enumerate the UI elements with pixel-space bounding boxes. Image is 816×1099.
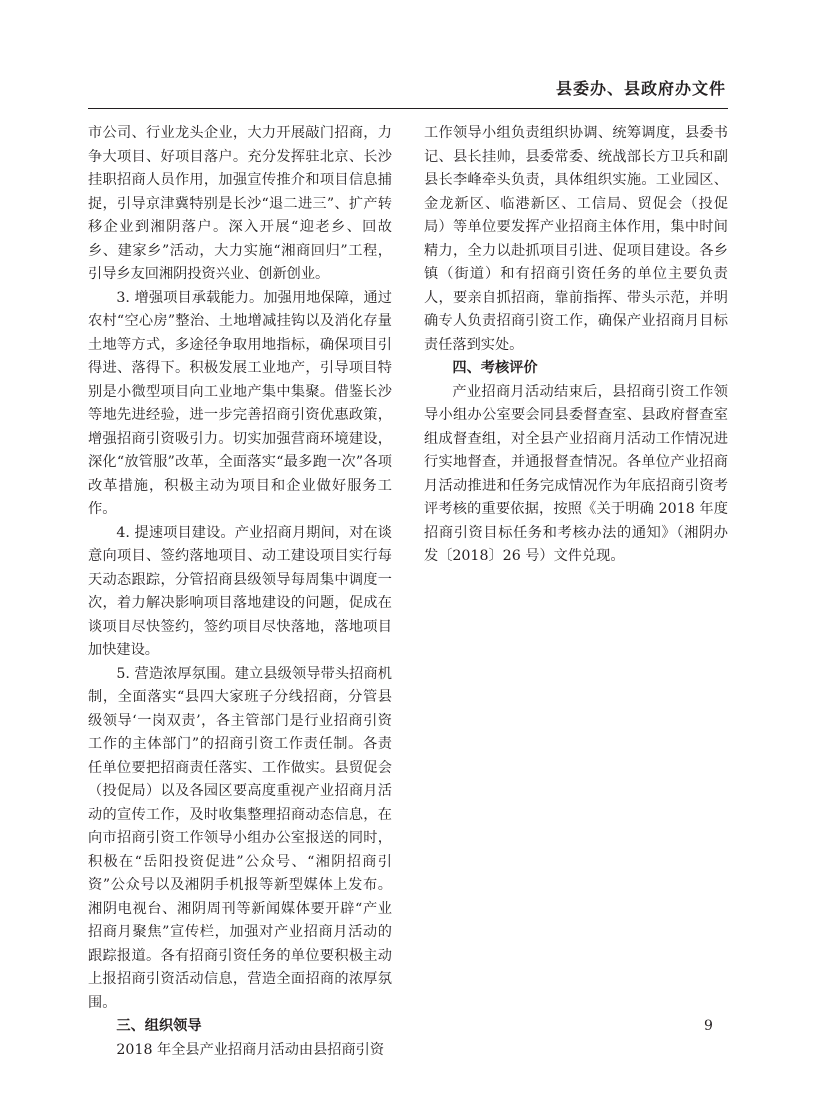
paragraph-organization-continued: 工作领导小组负责组织协调、统筹调度，县委书记、县长挂帅，县委常委、统战部长方卫兵和副县长李峰牵头负责，具体组织实施。工业园区、金龙新区、临港新区、工信局、贸促会（投促局）等单位要发挥产业招商主体作用，集中时间精力，全力以赴抓项目引进、促项目建设。各乡镇（街道）和有招商引资任务的单位主要负责人，要亲自抓招商，靠前指挥、带头示范，并明确专人负责招商引资工作，确保产业招商月目标责任落到实处。	[424, 125, 728, 353]
section-heading-evaluation: 四、考核评价	[452, 360, 538, 376]
paragraph-item-4: 4. 提速项目建设。产业招商月期间，对在谈意向项目、签约落地项目、动工建设项目实行每天动态跟踪，分管招商县级领导每周集中调度一次，着力解决影响项目落地建设的问题，促成在谈项目尽快签约，签约项目尽快落地，落地项目加快建设。	[88, 524, 392, 658]
header-divider	[88, 108, 728, 109]
paragraph-evaluation: 产业招商月活动结束后，县招商引资工作领导小组办公室要会同县委督查室、县政府督查室组成督查组，对全县产业招商月活动工作情况进行实地督查，并通报督查情况。各单位产业招商月活动推进和任务完成情况作为年底招商引资考评考核的重要依据，按照《关于明确 2018 年度招商引资目标任务和考核办法的通知》（湘阴办发〔2018〕26 号）文件兑现。	[424, 383, 728, 564]
paragraph-item-3: 3. 增强项目承载能力。加强用地保障，通过农村“空心房”整治、土地增减挂钩以及消化存量土地等方式，多途径争取用地指标，确保项目引得进、落得下。积极发展工业地产，引导项目特别是小微型项目向工业地产集中集聚。借鉴长沙等地先进经验，进一步完善招商引资优惠政策，增强招商引资吸引力。切实加强营商环境建设，深化“放管服”改革，全面落实“最多跑一次”各项改革措施，积极主动为项目和企业做好服务工作。	[88, 289, 392, 517]
paragraph-continued: 市公司、行业龙头企业，大力开展敲门招商，力争大项目、好项目落户。充分发挥驻北京、长沙挂职招商人员作用，加强宣传推介和项目信息捕捉，引导京津冀特别是长沙“退二进三”、扩产转移企业到湘阴落户。深入开展“迎老乡、回故乡、建家乡”活动，大力实施“湘商回归”工程，引导乡友回湘阴投资兴业、创新创业。	[88, 125, 392, 282]
paragraph-item-5: 5. 营造浓厚氛围。建立县级领导带头招商机制，全面落实“县四大家班子分线招商，分管县级领导‘一岗双责’，各主管部门是行业招商引资工作的主体部门”的招商引资工作责任制。各责任单位要把招商责任落实、工作做实。县贸促会（投促局）以及各园区要高度重视产业招商月活动的宣传工作，及时收集整理招商动态信息，在向市招商引资工作领导小组办公室报送的同时，积极在“岳阳投资促进”公众号、“湘阴招商引资”公众号以及湘阴手机报等新型媒体上发布。湘阴电视台、湘阴周刊等新闻媒体要开辟“产业招商月聚焦”宣传栏，加强对产业招商月活动的跟踪报道。各有招商引资任务的单位要积极主动上报招商引资活动信息，营造全面招商的浓厚氛围。	[88, 665, 392, 1011]
left-text-column	[88, 122, 392, 1062]
section-heading-organization: 三、组织领导	[116, 1018, 202, 1034]
document-header-title: 县委办、县政府办文件	[555, 79, 726, 98]
right-text-column	[424, 122, 728, 569]
page-number: 9	[704, 1018, 713, 1034]
paragraph-organization-start: 2018 年全县产业招商月活动由县招商引资	[116, 1041, 385, 1058]
